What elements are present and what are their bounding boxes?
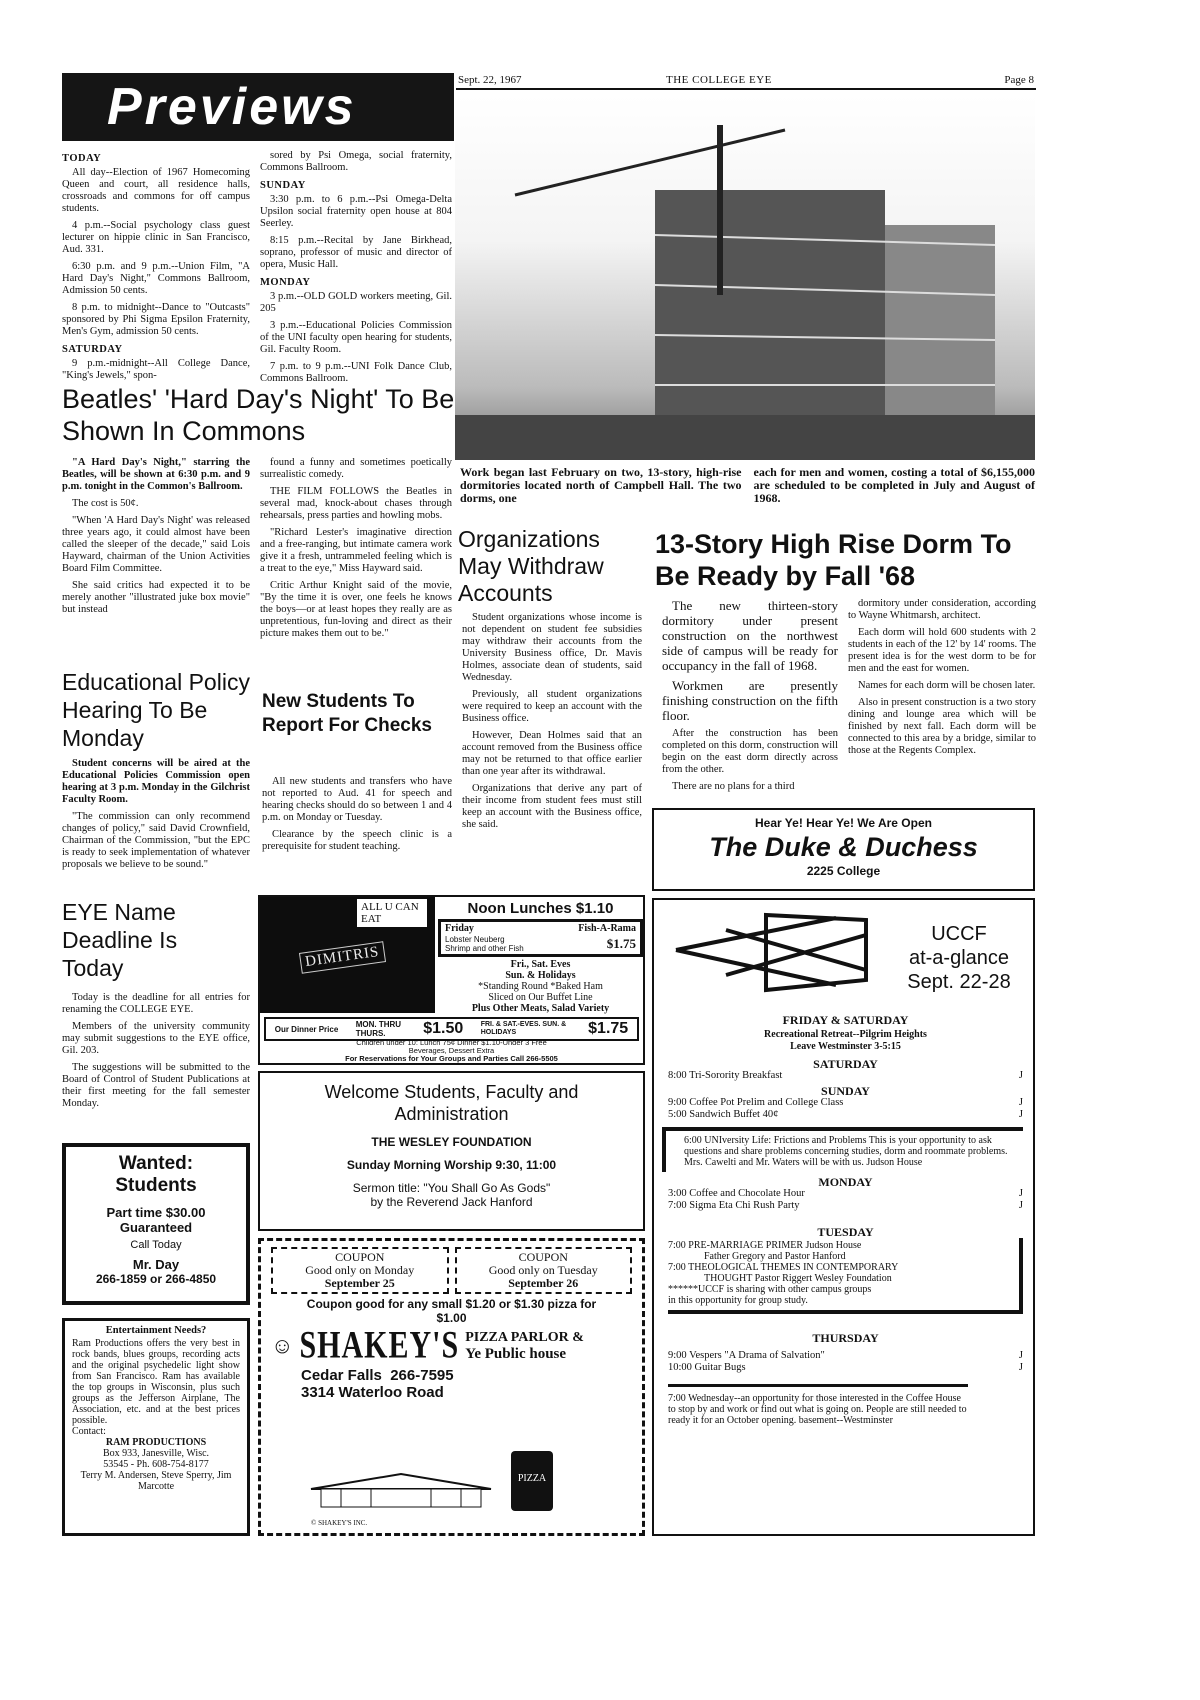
welcome-text: Welcome Students, Faculty and Administration — [324, 1082, 579, 1124]
new-students-headline: New Students To Report For Checks — [262, 691, 432, 736]
j-mark: J — [1018, 1188, 1023, 1199]
shakeys-building-icon — [301, 1469, 501, 1514]
article-paragraph: Members of the university community may submit suggestions to the EYE office, Gil. 203. — [62, 1021, 250, 1056]
dorm-construction-photo — [455, 95, 1035, 460]
uccf-tuesday: TUESDAY — [817, 1225, 874, 1239]
duke-hear-ye: Hear Ye! Hear Ye! We Are Open — [755, 816, 932, 830]
uccf-thu-1: 9:00 Vespers "A Drama of Salvation" — [668, 1350, 825, 1361]
article-paragraph: After the construction has been completed on this dorm, construction will begin on the east dorm directly across from the other. — [662, 728, 838, 775]
uccf-fri-sat: FRIDAY & SATURDAY — [782, 1013, 909, 1027]
mon-price: $1.50 — [423, 1020, 464, 1037]
paper-name: THE COLLEGE EYE — [666, 74, 772, 86]
ram-title: Entertainment Needs? — [105, 1325, 207, 1336]
article-paragraph: sored by Psi Omega, social fraternity, Commons Ballroom. — [260, 150, 452, 173]
article-paragraph: "Richard Lester's imaginative direction and a free-ranging, but intimate camera work give it a fresh, untrammeled feeling which is a treat to the eye," Miss Hayward said. — [260, 527, 452, 574]
uccf-logo-icon — [666, 910, 886, 1000]
dimitris-ad — [258, 895, 645, 1065]
shakeys-phone: 266-7595 — [390, 1367, 454, 1384]
section-heading: MONDAY — [260, 277, 311, 288]
eves-4: Sliced on Our Buffet Line — [488, 992, 593, 1003]
article-paragraph: Organizations that derive any part of their income from student fees must still keep an account with the Business office, she said. — [462, 783, 642, 830]
previews-banner-title: Previews — [107, 78, 357, 136]
wanted-contact-name: Mr. Day — [132, 1257, 180, 1272]
caption-left: Work began last February on two, 13-story, high-rise dormitories located north of Campbell Hall. The two dorms, one — [460, 465, 742, 505]
wanted-title: Wanted: — [118, 1153, 194, 1174]
article-paragraph: The suggestions will be submitted to the Board of Control of Student Publications at their first meeting for the fall semester Monday. — [62, 1062, 250, 1109]
pizza-sign-text: PIZZA — [517, 1473, 547, 1484]
shakeys-copyright: © SHAKEY'S INC. — [311, 1519, 368, 1527]
uccf-sunday: SUNDAY — [821, 1084, 870, 1098]
article-paragraph: There are no plans for a third — [672, 781, 795, 792]
fri-sat: FRI. & SAT.-EVES. SUN. & HOLIDAYS — [480, 1021, 567, 1036]
uccf-wed: 7:00 Wednesday--an opportunity for those interested in the Coffee House to stop by and work or find out what is going on. People are still needed to ready it for an October opening. basement--Westminster — [668, 1384, 968, 1426]
beverages: Beverages, Dessert Extra — [408, 1046, 495, 1055]
uccf-thursday: THURSDAY — [812, 1331, 879, 1345]
uccf-leave: Leave Westminster 3-5:15 — [790, 1041, 901, 1052]
wanted-subtitle: Students — [115, 1175, 197, 1196]
uccf-sat-1: 8:00 Tri-Sorority Breakfast — [668, 1070, 783, 1081]
j-mark: J — [1018, 1109, 1023, 1120]
ram-body: Ram Productions offers the very best in rock bands, blues groups, recording acts and the original psychedelic light show from San Francisco. Ram has available the top groups in Wisconsin, plus such groups as the Jefferson Airplane, The Association, etc. and at the best prices possible. — [72, 1338, 240, 1426]
fish-price: $1.75 — [606, 936, 636, 951]
beatles-column-1 — [62, 457, 250, 621]
duke-address: 2225 College — [806, 864, 881, 878]
article-paragraph: The new thirteen-story dormitory under present construction on the northwest side of campus will be ready for occupancy in the fall of 1968. — [662, 598, 838, 673]
orgs-article — [462, 612, 642, 836]
uccf-mon-1: 3:00 Coffee and Chocolate Hour — [668, 1188, 805, 1199]
uccf-sun-2: 5:00 Sandwich Buffet 40¢ — [668, 1109, 779, 1120]
uccf-saturday: SATURDAY — [813, 1057, 878, 1071]
article-paragraph: 9 p.m.-midnight--All College Dance, "King's Jewels," spon- — [62, 358, 250, 381]
dorm-headline: 13-Story High Rise Dorm To Be Ready by Fall '68 — [655, 529, 1012, 591]
masthead-line — [456, 74, 1036, 90]
new-students-article — [262, 776, 452, 858]
noon-lunches: Noon Lunches — [467, 900, 572, 917]
article-paragraph: Names for each dorm will be chosen later. — [858, 680, 1036, 691]
fish-a-rama: Fish-A-Rama — [578, 923, 636, 934]
article-paragraph: Today is the deadline for all entries for renaming the COLLEGE EYE. — [62, 992, 250, 1015]
caption-right: each for men and women, costing a total of $6,155,000 are scheduled to be completed in July and August of 1968. — [753, 465, 1035, 505]
sermon-speaker: by the Reverend Jack Hanford — [370, 1195, 533, 1209]
coupon-monday[interactable] — [271, 1247, 449, 1294]
previews-column-2 — [260, 150, 452, 390]
wanted-phone: 266-1859 or 266-4850 — [95, 1272, 217, 1286]
pizza-sign — [511, 1451, 553, 1511]
article-paragraph: 8 p.m. to midnight--Dance to "Outcasts" sponsored by Phi Sigma Epsilon Fraternity, Men's Gym, admission 50 cents. — [62, 302, 250, 337]
uccf-retreat: Recreational Retreat--Pilgrim Heights — [764, 1029, 927, 1040]
dorm-column-1 — [662, 598, 838, 798]
beatles-column-2 — [260, 457, 452, 645]
j-mark: J — [1018, 1070, 1023, 1081]
j-mark: J — [1018, 1362, 1023, 1373]
fri-price: $1.75 — [588, 1020, 629, 1037]
article-paragraph: dormitory under consideration, according to Wayne Whitmarsh, architect. — [848, 598, 1036, 621]
article-paragraph: Student organizations whose income is not dependent on student fee subsidies may withdraw their accounts from the University Business office, Dr. Mavis Holmes, associate dean of students, said Wednesday. — [462, 612, 642, 683]
article-paragraph: Critic Arthur Knight said of the movie, "By the time it is over, one feels he knows the boys—or at least hopes they really are as unpretentious, fun-loving and direct as their picture makes them out to be." — [260, 580, 452, 639]
dimitris-sign-photo — [260, 897, 435, 1013]
article-paragraph: Student concerns will be aired at the Educational Policies Commission open hearing at 3 p.m. Monday in the Gilchrist Faculty Room. — [62, 758, 250, 805]
article-paragraph: The cost is 50¢. — [72, 498, 139, 509]
article-paragraph: Clearance by the speech clinic is a prerequisite for student teaching. — [262, 829, 452, 852]
edu-article — [62, 758, 250, 876]
uccf-thu-2: 10:00 Guitar Bugs — [668, 1362, 746, 1373]
wesley-foundation-ad — [258, 1071, 645, 1231]
shakeys-logo: SHAKEY'S — [299, 1323, 460, 1367]
article-paragraph: 8:15 p.m.--Recital by Jane Birkhead, soprano, professor of music and director of opera, Music Hall. — [260, 235, 452, 270]
building-crane-image — [455, 95, 1035, 460]
dimitris-sign: DIMITRIS — [299, 941, 386, 974]
uccf-title: UCCF — [931, 923, 987, 945]
uccf-tue-box — [668, 1238, 1023, 1314]
shakeys-ad — [258, 1238, 645, 1536]
uccf-mon-2: 7:00 Sigma Eta Chi Rush Party — [668, 1200, 800, 1211]
article-paragraph: 3 p.m.--OLD GOLD workers meeting, Gil. 205 — [260, 291, 452, 314]
uccf-tue-4: THOUGHT Pastor Riggert Wesley Foundation — [704, 1273, 892, 1284]
uccf-tue-1: 7:00 PRE-MARRIAGE PRIMER Judson House — [668, 1240, 862, 1251]
coupon-offer: Coupon good for any small $1.20 or $1.30 pizza for $1.00 — [306, 1297, 597, 1325]
article-paragraph: Previously, all student organizations were required to keep an account with the Business office. — [462, 689, 642, 724]
previews-column-1 — [62, 150, 250, 387]
dinner-label: Our Dinner Price — [274, 1024, 339, 1034]
eves-1: Fri., Sat. Eves — [510, 959, 571, 970]
uccf-tue-6: in this opportunity for group study. — [668, 1295, 808, 1306]
photo-caption — [460, 466, 1035, 505]
beatles-headline: Beatles' 'Hard Day's Night' To Be Shown In Commons — [62, 384, 455, 446]
article-paragraph: 4 p.m.--Social psychology class guest lecturer on hippie clinic in San Francisco, Aud. 331. — [62, 220, 250, 255]
orgs-headline: Organizations May Withdraw Accounts — [458, 526, 604, 606]
dorm-column-2 — [848, 598, 1036, 762]
eye-headline: EYE Name Deadline Is Today — [62, 899, 178, 981]
eves-2: Sun. & Holidays — [505, 970, 576, 981]
eves-3: *Standing Round *Baked Ham — [478, 981, 603, 992]
coupon-tuesday-text: Good only on Tuesday — [488, 1263, 598, 1277]
article-paragraph: THE FILM FOLLOWS the Beatles in several mad, knock-about chases through rehearsals, press parties and howling mobs. — [260, 486, 452, 521]
article-paragraph: 7 p.m. to 9 p.m.--UNI Folk Dance Club, Commons Ballroom. — [260, 361, 452, 384]
issue-date: Sept. 22, 1967 — [458, 74, 522, 86]
ram-productions-ad — [62, 1318, 250, 1536]
previews-banner — [62, 73, 454, 141]
uccf-subtitle: at-a-glance — [908, 947, 1010, 969]
coupon-monday-date: September 25 — [324, 1276, 395, 1290]
wanted-call: Call Today — [130, 1239, 182, 1251]
j-mark: J — [1018, 1097, 1023, 1108]
j-mark: J — [1018, 1200, 1023, 1211]
mon-thru-thurs: MON. THRU THURS. — [355, 1020, 402, 1038]
section-heading: TODAY — [62, 153, 102, 164]
ram-phone: 53545 - Ph. 608-754-8177 — [103, 1459, 209, 1470]
lobster: Lobster Neuberg — [445, 935, 505, 944]
public-house: Ye Public house — [465, 1345, 567, 1362]
uccf-monday: MONDAY — [818, 1175, 873, 1189]
section-heading: SATURDAY — [62, 344, 123, 355]
uccf-tue-2: Father Gregory and Pastor Hanford — [704, 1251, 846, 1262]
friday-label: Friday — [445, 923, 474, 934]
shakeys-address: 3314 Waterloo Road — [301, 1384, 444, 1401]
article-paragraph: "A Hard Day's Night," starring the Beatles, will be shown at 6:30 p.m. and 9 p.m. tonight in the Common's Ballroom. — [62, 457, 250, 492]
wanted-guaranteed: Guaranteed — [119, 1220, 193, 1235]
duke-name: The Duke & Duchess — [709, 832, 978, 862]
article-paragraph: Workmen are presently finishing construction on the fifth floor. — [662, 678, 838, 723]
coupon-tuesday[interactable] — [455, 1247, 633, 1294]
ram-people: Terry M. Andersen, Steve Sperry, Jim Marcotte — [80, 1470, 232, 1492]
edu-headline: Educational Policy Hearing To Be Monday — [62, 669, 250, 751]
uccf-sun-1: 9:00 Coffee Pot Prelim and College Class — [668, 1097, 844, 1108]
ram-name: RAM PRODUCTIONS — [105, 1437, 207, 1448]
eves-5: Plus Other Meats, Salad Variety — [471, 1003, 610, 1014]
shakeys-mascot-icon: ☺ — [271, 1333, 294, 1358]
article-paragraph: All new students and transfers who have not reported to Aud. 41 for speech and hearing checks should do so between 1 and 4 p.m. on Monday or Tuesday. — [262, 776, 452, 823]
page-number: Page 8 — [1004, 74, 1034, 86]
duke-duchess-ad — [652, 808, 1035, 891]
article-paragraph: Also in present construction is a two story dining and lounge area which will be finished by next fall. Each dorm will be connected to this area by a bridge, similar to those at the Regents Complex. — [848, 697, 1036, 756]
uccf-tue-5: ******UCCF is sharing with other campus groups — [668, 1284, 872, 1295]
article-paragraph: However, Dean Holmes said that an account removed from the Business office may not be returned to that office earlier than one year after its withdrawal. — [462, 730, 642, 777]
uccf-dates: Sept. 22-28 — [907, 971, 1011, 993]
uccf-ad — [652, 898, 1035, 1536]
shrimp: Shrimp and other Fish — [445, 944, 524, 953]
fish-a-rama-box — [438, 919, 643, 957]
coupon-label: COUPON — [335, 1250, 385, 1264]
coupon-monday-text: Good only on Monday — [305, 1263, 415, 1277]
article-paragraph: found a funny and sometimes poetically surrealistic comedy. — [260, 457, 452, 480]
pizza-parlor: PIZZA PARLOR & — [465, 1329, 584, 1345]
all-u-can-eat: ALL U CAN EAT — [357, 899, 427, 927]
uccf-univ-box — [662, 1127, 1023, 1172]
j-mark: J — [1018, 1350, 1023, 1361]
wanted-ad — [62, 1143, 250, 1305]
noon-price: $1.10 — [575, 900, 614, 917]
article-paragraph: "When 'A Hard Day's Night' was released three years ago, it could almost have been called the sleeper of the decade," said Lois Hayward, chairman of the Union Activities Board Film Committee. — [62, 515, 250, 574]
coupon-label: COUPON — [518, 1250, 568, 1264]
article-paragraph: 3 p.m.--Educational Policies Commission of the UNI faculty open hearing for students, Gil. Faculty Room. — [260, 320, 452, 355]
wesley-name: THE WESLEY FOUNDATION — [371, 1135, 532, 1149]
shakeys-city: Cedar Falls — [301, 1367, 382, 1384]
children-prices: Children under 10: Lunch 75¢ Dinner $1.10-Under 3 Free — [356, 1038, 547, 1047]
worship-times: Sunday Morning Worship 9:30, 11:00 — [346, 1158, 557, 1172]
uccf-tue-3: 7:00 THEOLOGICAL THEMES IN CONTEMPORARY — [668, 1262, 899, 1273]
wanted-pay: Part time $30.00 — [106, 1205, 206, 1220]
sermon-title: Sermon title: "You Shall Go As Gods" — [352, 1181, 551, 1195]
section-heading: SUNDAY — [260, 180, 306, 191]
ram-address: Box 933, Janesville, Wisc. — [102, 1448, 210, 1459]
reservations: For Reservations for Your Groups and Parties Call 266-5505 — [345, 1054, 558, 1063]
article-paragraph: Each dorm will hold 600 students with 2 students in each of the 12' by 14' rooms. The present idea is for the west dorm to be for men and the east for women. — [848, 627, 1036, 674]
coupon-tuesday-date: September 26 — [508, 1276, 579, 1290]
article-paragraph: 3:30 p.m. to 6 p.m.--Psi Omega-Delta Upsilon social fraternity open house at 804 Seerley. — [260, 194, 452, 229]
uccf-univ: 6:00 UNIversity Life: Frictions and Problems This is your opportunity to ask questions and share problems concerning studies, dorm and roommate problems. Mrs. Cawelti and Mr. Waters will be with us. Judson House — [684, 1135, 1008, 1168]
article-paragraph: All day--Election of 1967 Homecoming Queen and court, all residence halls, crossroads and commons for off campus students. — [62, 167, 250, 214]
article-paragraph: "The commission can only recommend changes of policy," said David Crownfield, Chairman of the Commission, "but the EPC is ready to seek implementation of whatever proposals we believe to be sound." — [62, 811, 250, 870]
ram-contact-label: Contact: — [72, 1426, 106, 1437]
eye-article — [62, 992, 250, 1115]
article-paragraph: 6:30 p.m. and 9 p.m.--Union Film, "A Hard Day's Night," Commons Ballroom, Admission 50 cents. — [62, 261, 250, 296]
article-paragraph: She said critics had expected it to be merely another "illustrated juke box movie" but instead — [62, 580, 250, 615]
